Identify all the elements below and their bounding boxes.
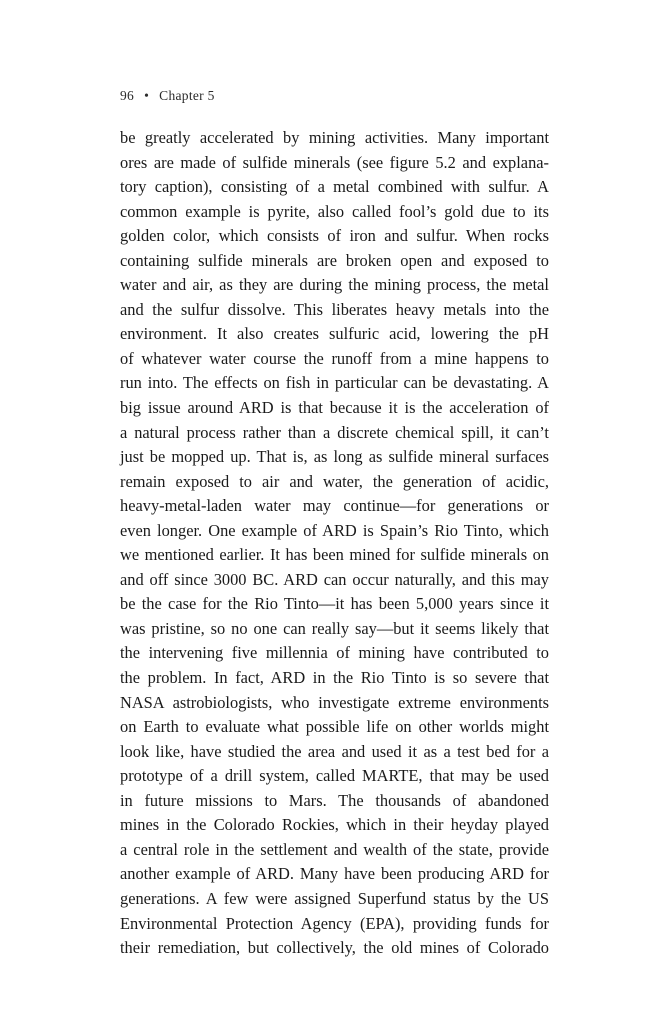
text-line: was pristine, so no one can really say—but it seems likely that (120, 618, 549, 638)
text-line: the intervening five millennia of mining have contributed to (120, 643, 549, 663)
body-paragraph (120, 126, 549, 961)
text-line: big issue around ARD is that because it is the acceleration of (120, 398, 549, 418)
text-line: generations. A few were assigned Superfund status by the US (120, 888, 549, 908)
text-line: remain exposed to air and water, the generation of acidic, (120, 471, 549, 491)
text-line: look like, have studied the area and used it as a test bed for a (120, 741, 549, 761)
text-line: be the case for the Rio Tinto—it has been 5,000 years since it (120, 594, 549, 614)
text-line: water and air, as they are during the mining process, the metal (120, 275, 549, 295)
text-line: be greatly accelerated by mining activities. Many important (120, 128, 549, 147)
text-line: common example is pyrite, also called fool’s gold due to its (120, 201, 549, 221)
text-line: a natural process rather than a discrete chemical spill, it can’t (120, 422, 549, 442)
text-line: the problem. In fact, ARD in the Rio Tinto is so severe that (120, 668, 549, 688)
text-line: we mentioned earlier. It has been mined for sulfide minerals on (120, 545, 549, 565)
page-number: 96 (120, 88, 135, 103)
text-line: their remediation, but collectively, the old mines of Colorado (120, 938, 549, 958)
text-line: a central role in the settlement and wealth of the state, provide (120, 839, 549, 859)
text-line: and the sulfur dissolve. This liberates heavy metals into the (120, 299, 549, 319)
text-line: just be mopped up. That is, as long as sulfide mineral surfaces (120, 447, 549, 467)
text-line: Environmental Protection Agency (EPA), providing funds for (120, 913, 549, 933)
text-line: prototype of a drill system, called MARTE, that may be used (120, 766, 549, 786)
text-line: heavy-metal-laden water may continue—for generations or (120, 496, 549, 516)
running-head (120, 88, 215, 104)
text-line: tory caption), consisting of a metal combined with sulfur. A (120, 177, 549, 197)
text-line: on Earth to evaluate what possible life on other worlds might (120, 717, 549, 737)
chapter-label: Chapter 5 (159, 88, 215, 103)
text-line: another example of ARD. Many have been producing ARD for (120, 864, 549, 884)
text-line: ores are made of sulfide minerals (see figure 5.2 and explana- (120, 152, 549, 172)
text-line: mines in the Colorado Rockies, which in their heyday played (120, 815, 549, 835)
text-line: even longer. One example of ARD is Spain’s Rio Tinto, which (120, 520, 549, 540)
text-line: of whatever water course the runoff from a mine happens to (120, 348, 549, 368)
text-line: golden color, which consists of iron and sulfur. When rocks (120, 226, 549, 246)
text-line: containing sulfide minerals are broken open and exposed to (120, 250, 549, 270)
running-head-separator: • (144, 88, 150, 103)
text-line: NASA astrobiologists, who investigate extreme environments (120, 692, 549, 712)
text-line: environment. It also creates sulfuric acid, lowering the pH (120, 324, 549, 344)
text-line: and off since 3000 BC. ARD can occur naturally, and this may (120, 569, 549, 589)
text-line: in future missions to Mars. The thousands of abandoned (120, 790, 549, 810)
text-line: run into. The effects on fish in particular can be devastating. A (120, 373, 549, 393)
